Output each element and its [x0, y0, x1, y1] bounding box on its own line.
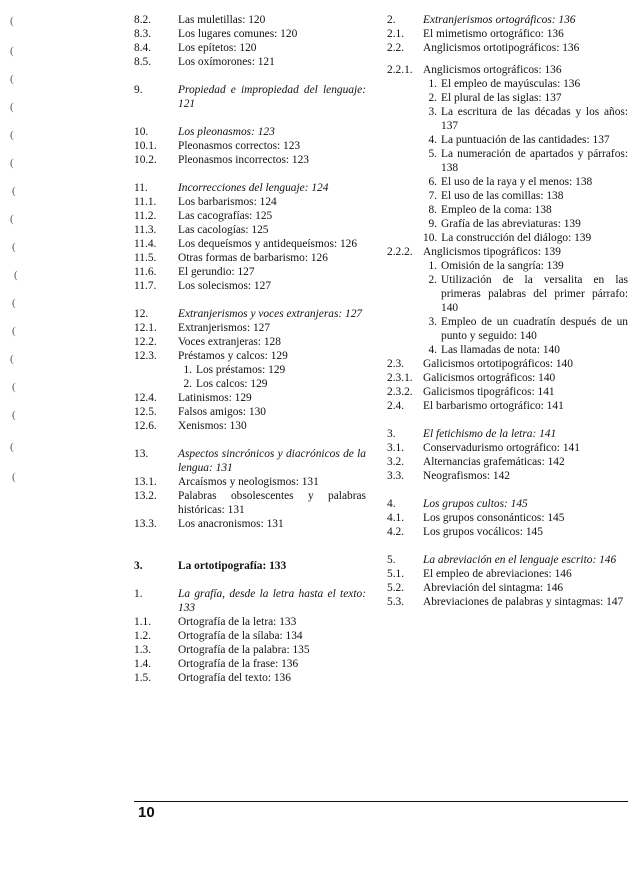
toc-entry-number: 5.2.: [387, 582, 405, 594]
scan-margin-mark: (: [10, 45, 14, 57]
toc-entry: [134, 223, 366, 237]
toc-entry-title: Galicismos ortotipográficos: 140: [423, 358, 573, 370]
toc-subentry: [423, 175, 628, 189]
toc-subentry-number: 1.: [428, 78, 437, 90]
toc-entry: [134, 671, 366, 685]
toc-spacer: [387, 483, 628, 497]
toc-spacer: [134, 293, 366, 307]
toc-entry-number: 8.2.: [134, 14, 152, 26]
toc-entry-number: 12.1.: [134, 322, 157, 334]
toc-spacer: [134, 433, 366, 447]
toc-subentry: [423, 259, 628, 273]
toc-entry-title: Alternancias grafemáticas: 142: [423, 456, 565, 468]
toc-subentry-number: 1.: [428, 260, 437, 272]
toc-entry-number: 11.: [134, 182, 148, 194]
toc-entry-title: Los grupos vocálicos: 145: [423, 526, 543, 538]
toc-entry-title: Otras formas de barbarismo: 126: [178, 252, 328, 264]
toc-entry-title: Ortografía del texto: 136: [178, 672, 291, 684]
toc-subentry: [423, 77, 628, 91]
toc-subentry-number: 10.: [423, 232, 438, 244]
toc-entry-title: Los solecismos: 127: [178, 280, 272, 292]
toc-entry-title: El gerundio: 127: [178, 266, 255, 278]
scan-margin-mark: (: [14, 269, 18, 281]
toc-entry-title: Arcaísmos y neologismos: 131: [178, 476, 319, 488]
toc-entry-number: 1.2.: [134, 630, 152, 642]
toc-entry: [134, 41, 366, 55]
toc-entry-title: Abreviaciones de palabras y sintagmas: 147: [423, 596, 624, 608]
toc-entry-number: 2.3.2.: [387, 386, 413, 398]
toc-entry-title: Los grupos cultos: 145: [423, 498, 528, 510]
toc-subentry-title: Los calcos: 129: [196, 378, 268, 390]
toc-entry-title: Las muletillas: 120: [178, 14, 266, 26]
toc-entry: [387, 595, 628, 609]
toc-entry-number: 2.3.1.: [387, 372, 413, 384]
toc-entry-title: Extranjerismos: 127: [178, 322, 271, 334]
toc-subentry-number: 2.: [183, 378, 192, 390]
toc-entry-number: 1.: [134, 588, 143, 600]
toc-entry-title: Extranjerismos y voces extranjeras: 127: [178, 308, 363, 320]
toc-entry: [134, 447, 366, 475]
toc-subentry-title: Los préstamos: 129: [196, 364, 286, 376]
toc-entry-title: La ortotipografía: 133: [178, 560, 287, 572]
toc-entry-title: Ortografía de la palabra: 135: [178, 644, 310, 656]
toc-entry-number: 8.5.: [134, 56, 152, 68]
toc-entry-title: Los grupos consonánticos: 145: [423, 512, 565, 524]
toc-spacer: [387, 539, 628, 553]
toc-entry-number: 2.3.: [387, 358, 405, 370]
toc-spacer: [134, 573, 366, 587]
toc-entry-title: Galicismos ortográficos: 140: [423, 372, 556, 384]
scan-margin-mark: (: [10, 101, 14, 113]
toc-entry-number: 2.4.: [387, 400, 405, 412]
toc-entry-number: 1.5.: [134, 672, 152, 684]
toc-subentry-number: 6.: [428, 176, 437, 188]
toc-subentry: [178, 363, 366, 377]
toc-entry: [387, 581, 628, 595]
toc-entry-number: 13.1.: [134, 476, 157, 488]
toc-spacer: [134, 111, 366, 125]
toc-entry-number: 8.4.: [134, 42, 152, 54]
toc-subentry-title: Utilización de la versalita en las primeras palabras del primer párrafo: 140: [441, 274, 628, 314]
toc-entry: [387, 13, 628, 27]
toc-entry: [134, 321, 366, 335]
toc-entry: [134, 181, 366, 195]
toc-subentry: [423, 133, 628, 147]
toc-entry-title: Los barbarismos: 124: [178, 196, 277, 208]
toc-subentry: [423, 231, 628, 245]
toc-entry-title: Extranjerismos ortográficos: 136: [423, 14, 576, 26]
toc-entry: [387, 371, 628, 385]
toc-spacer: [134, 69, 366, 83]
toc-entry-number: 11.6.: [134, 266, 157, 278]
toc-entry: [134, 153, 366, 167]
scan-margin-mark: (: [12, 185, 16, 197]
toc-entry-title: Los pleonasmos: 123: [178, 126, 275, 138]
toc-entry-title: Los oxímorones: 121: [178, 56, 275, 68]
toc-entry-title: Voces extranjeras: 128: [178, 336, 281, 348]
toc-entry: [387, 497, 628, 511]
toc-entry: [134, 643, 366, 657]
toc-entry: [387, 27, 628, 41]
scan-margin-mark: (: [12, 471, 16, 483]
toc-subentry-number: 4.: [428, 344, 437, 356]
toc-entry-title: Conservadurismo ortográfico: 141: [423, 442, 580, 454]
toc-entry-title: La grafía, desde la letra hasta el texto: 133: [178, 588, 366, 614]
toc-entry: [387, 245, 628, 357]
scan-margin-mark: (: [12, 297, 16, 309]
toc-entry-number: 10.: [134, 126, 149, 138]
toc-entry: [134, 405, 366, 419]
toc-subentry-number: 2.: [428, 274, 437, 286]
toc-entry: [134, 209, 366, 223]
toc-subentry-title: Empleo de un cuadratín después de un punto y seguido: 140: [441, 316, 628, 342]
scan-margin-mark: (: [12, 409, 16, 421]
toc-subentry-title: El plural de las siglas: 137: [441, 92, 562, 104]
toc-entry: [134, 195, 366, 209]
toc-entry-number: 10.2.: [134, 154, 157, 166]
scan-margin-mark: (: [12, 325, 16, 337]
toc-entry-title: Los dequeísmos y antidequeísmos: 126: [178, 238, 358, 250]
toc-subentry-number: 1.: [183, 364, 192, 376]
toc-subentry-title: El uso de la raya y el menos: 138: [441, 176, 593, 188]
toc-subentry: [178, 377, 366, 391]
toc-entry-number: 12.3.: [134, 350, 157, 362]
toc-entry: [134, 615, 366, 629]
toc-column-left: [134, 13, 366, 685]
toc-subentry: [423, 343, 628, 357]
scan-margin-mark: (: [10, 73, 14, 85]
toc-entry-title: Ortografía de la frase: 136: [178, 658, 299, 670]
toc-entry-number: 12.5.: [134, 406, 157, 418]
toc-subentry-title: El uso de las comillas: 138: [441, 190, 564, 202]
scan-margin-mark: (: [10, 441, 14, 453]
toc-spacer: [134, 545, 366, 559]
toc-entry: [134, 629, 366, 643]
toc-entry-number: 3.: [387, 428, 396, 440]
toc-entry-number: 13.2.: [134, 490, 157, 502]
toc-entry-number: 1.3.: [134, 644, 152, 656]
toc-entry-title: Ortografía de la letra: 133: [178, 616, 297, 628]
toc-entry-number: 4.: [387, 498, 396, 510]
toc-entry-number: 11.2.: [134, 210, 157, 222]
toc-entry-number: 4.2.: [387, 526, 405, 538]
toc-entry-number: 2.: [387, 14, 396, 26]
toc-entry-title: Neografismos: 142: [423, 470, 510, 482]
toc-subentry-number: 8.: [428, 204, 437, 216]
toc-subentry-title: La construcción del diálogo: 139: [441, 232, 592, 244]
toc-entry: [134, 139, 366, 153]
toc-entry-title: Las cacografías: 125: [178, 210, 273, 222]
toc-subentry-title: Omisión de la sangría: 139: [441, 260, 564, 272]
toc-entry-title: Pleonasmos incorrectos: 123: [178, 154, 309, 166]
toc-entry-number: 11.5.: [134, 252, 157, 264]
toc-entry-title: Anglicismos tipográficos: 139: [423, 246, 561, 258]
toc-entry-title: El mimetismo ortográfico: 136: [423, 28, 564, 40]
toc-column-right: [387, 13, 628, 609]
toc-entry-title: Palabras obsolescentes y palabras históricas: 131: [178, 490, 366, 516]
scan-margin-mark: (: [10, 129, 14, 141]
toc-entry: [134, 265, 366, 279]
scan-margin-mark: (: [10, 213, 14, 225]
scan-margin-mark: (: [10, 157, 14, 169]
toc-entry-number: 3.2.: [387, 456, 405, 468]
toc-entry: [387, 399, 628, 413]
toc-entry: [134, 559, 366, 573]
toc-entry-number: 11.3.: [134, 224, 157, 236]
toc-subentry: [423, 315, 628, 343]
toc-entry: [134, 55, 366, 69]
toc-entry-number: 11.1.: [134, 196, 157, 208]
toc-entry-title: Pleonasmos correctos: 123: [178, 140, 301, 152]
toc-entry: [134, 475, 366, 489]
toc-entry-title: Aspectos sincrónicos y diacrónicos de la lengua: 131: [178, 448, 366, 474]
toc-entry-number: 12.4.: [134, 392, 157, 404]
toc-entry-number: 3.3.: [387, 470, 405, 482]
toc-entry: [134, 307, 366, 321]
toc-entry: [134, 517, 366, 531]
toc-subentry-title: La puntuación de las cantidades: 137: [441, 134, 610, 146]
toc-entry: [134, 27, 366, 41]
toc-entry: [387, 469, 628, 483]
toc-entry-title: Falsos amigos: 130: [178, 406, 266, 418]
toc-entry: [134, 419, 366, 433]
toc-entry-title: El empleo de abreviaciones: 146: [423, 568, 572, 580]
toc-entry: [387, 385, 628, 399]
toc-entry: [134, 279, 366, 293]
toc-entry: [134, 587, 366, 615]
toc-subentry: [423, 189, 628, 203]
toc-subentry-number: 3.: [428, 316, 437, 328]
toc-entry: [134, 125, 366, 139]
toc-entry: [134, 335, 366, 349]
toc-entry-number: 1.1.: [134, 616, 152, 628]
toc-entry-number: 13.3.: [134, 518, 157, 530]
toc-entry-title: Galicismos tipográficos: 141: [423, 386, 555, 398]
toc-entry: [387, 567, 628, 581]
toc-subentry-number: 7.: [428, 190, 437, 202]
toc-entry-number: 2.2.1.: [387, 64, 413, 76]
scan-margin-marks: [0, 0, 24, 520]
toc-subentry: [423, 147, 628, 175]
toc-subentry-title: El empleo de mayúsculas: 136: [441, 78, 581, 90]
toc-entry-title: El fetichismo de la letra: 141: [423, 428, 557, 440]
toc-entry: [134, 13, 366, 27]
toc-spacer: [387, 55, 628, 63]
toc-entry-title: Incorrecciones del lenguaje: 124: [178, 182, 329, 194]
toc-entry: [134, 657, 366, 671]
toc-entry-number: 2.1.: [387, 28, 405, 40]
toc-subentry-number: 5.: [428, 148, 437, 160]
toc-entry-number: 12.6.: [134, 420, 157, 432]
scan-margin-mark: (: [12, 241, 16, 253]
scan-margin-mark: (: [10, 353, 14, 365]
toc-entry-number: 3.1.: [387, 442, 405, 454]
toc-subentry-title: Las llamadas de nota: 140: [441, 344, 560, 356]
toc-entry: [387, 441, 628, 455]
toc-entry-number: 3.: [134, 560, 143, 572]
toc-entry-number: 10.1.: [134, 140, 157, 152]
toc-subentry: [423, 273, 628, 315]
toc-subentry: [423, 91, 628, 105]
toc-entry: [387, 427, 628, 441]
toc-entry-title: Los epítetos: 120: [178, 42, 257, 54]
toc-entry-title: Abreviación del sintagma: 146: [423, 582, 564, 594]
scan-margin-mark: (: [10, 15, 14, 27]
toc-entry: [134, 349, 366, 391]
toc-entry-number: 2.2.2.: [387, 246, 413, 258]
toc-entry: [134, 489, 366, 517]
toc-entry-number: 8.3.: [134, 28, 152, 40]
toc-entry-title: Los anacronismos: 131: [178, 518, 284, 530]
toc-subentry-title: La numeración de apartados y párrafos: 138: [441, 148, 628, 174]
toc-subentry-title: La escritura de las décadas y los años: 137: [441, 106, 628, 132]
toc-subentry: [423, 203, 628, 217]
toc-entry-title: Préstamos y calcos: 129: [178, 350, 288, 362]
toc-entry-number: 5.: [387, 554, 396, 566]
toc-subentry-title: Grafía de las abreviaturas: 139: [441, 218, 581, 230]
toc-entry-title: El barbarismo ortográfico: 141: [423, 400, 564, 412]
toc-subentry: [423, 217, 628, 231]
toc-entry-title: La abreviación en el lenguaje escrito: 146: [423, 554, 617, 566]
toc-entry: [387, 357, 628, 371]
toc-entry-number: 5.1.: [387, 568, 405, 580]
toc-entry-title: Anglicismos ortotipográficos: 136: [423, 42, 580, 54]
toc-subentry-number: 3.: [428, 106, 437, 118]
toc-spacer: [134, 167, 366, 181]
page-number: 10: [138, 804, 155, 821]
toc-entry: [387, 553, 628, 567]
toc-entry-number: 4.1.: [387, 512, 405, 524]
toc-entry-title: Ortografía de la sílaba: 134: [178, 630, 303, 642]
scan-margin-mark: (: [12, 381, 16, 393]
toc-entry-title: Las cacologías: 125: [178, 224, 269, 236]
toc-subentry-title: Empleo de la coma: 138: [441, 204, 552, 216]
toc-entry-number: 13.: [134, 448, 149, 460]
footer-rule: [134, 801, 628, 802]
toc-subentry-number: 2.: [428, 92, 437, 104]
toc-entry-number: 11.7.: [134, 280, 157, 292]
toc-spacer: [134, 531, 366, 545]
toc-entry-title: Latinismos: 129: [178, 392, 252, 404]
toc-entry: [134, 83, 366, 111]
toc-entry-title: Los lugares comunes: 120: [178, 28, 298, 40]
toc-entry: [387, 41, 628, 55]
toc-entry: [387, 455, 628, 469]
toc-entry: [134, 237, 366, 251]
toc-entry: [387, 525, 628, 539]
toc-entry-number: 5.3.: [387, 596, 405, 608]
toc-entry: [387, 511, 628, 525]
toc-entry-number: 11.4.: [134, 238, 157, 250]
toc-entry-number: 1.4.: [134, 658, 152, 670]
toc-entry: [387, 63, 628, 245]
toc-spacer: [387, 413, 628, 427]
toc-subentry-number: 4.: [428, 134, 437, 146]
toc-entry-number: 9.: [134, 84, 143, 96]
toc-entry: [134, 391, 366, 405]
toc-entry-title: Xenismos: 130: [178, 420, 247, 432]
toc-entry: [134, 251, 366, 265]
toc-entry-title: Anglicismos ortográficos: 136: [423, 64, 562, 76]
toc-entry-title: Propiedad e impropiedad del lenguaje: 121: [178, 84, 366, 110]
toc-subentry-number: 9.: [428, 218, 437, 230]
toc-entry-number: 2.2.: [387, 42, 405, 54]
toc-entry-number: 12.2.: [134, 336, 157, 348]
toc-entry-number: 12.: [134, 308, 149, 320]
toc-subentry: [423, 105, 628, 133]
